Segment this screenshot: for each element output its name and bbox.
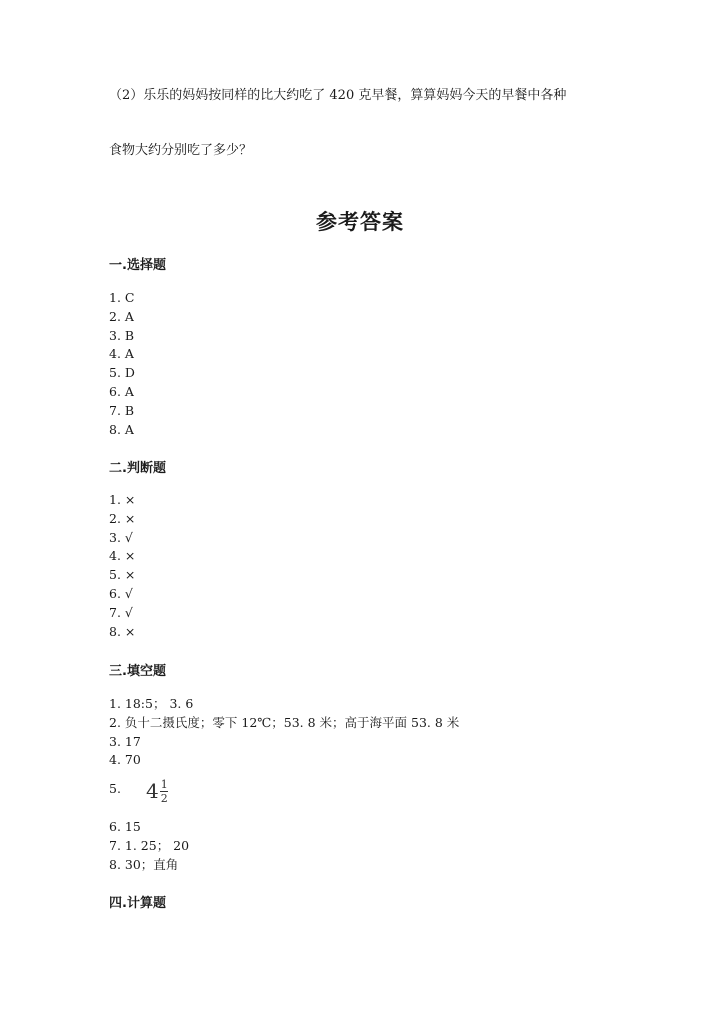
list-item: 7. 1. 25； 20 [109,837,190,853]
list-item: 7. √ [109,604,133,620]
question-line-1: （2）乐乐的妈妈按同样的比大约吃了 420 克早餐，算算妈妈今天的早餐中各种 [109,88,567,103]
list-item: 4. × [109,548,136,564]
mixed-fraction [146,778,169,804]
fill-item-5 [109,777,168,811]
list-item: 5. × [109,567,136,583]
item-number: 5. [109,781,121,796]
list-item: 4. A [109,346,134,362]
list-item: 1. 18:5； 3. 6 [109,696,194,711]
choice-answer-list [109,289,135,439]
fraction [160,779,169,804]
list-item: 6. √ [109,585,133,601]
list-item: 3. B [109,327,135,343]
judge-answer-list [109,491,135,641]
list-item: 4. 70 [109,752,141,768]
answer-title: 参考答案 [316,209,404,234]
question-line-2: 食物大约分别吃了多少？ [109,143,253,158]
section-heading-fill: 三.填空题 [109,664,166,679]
list-item: 1. × [109,492,136,507]
list-item: 2. A [109,308,134,324]
list-item: 3. √ [109,529,133,545]
list-item: 7. B [109,402,135,418]
list-item: 1. C [109,290,135,305]
fraction-numerator: 1 [160,777,168,791]
fraction-whole: 4 [146,779,159,803]
list-item: 6. 15 [109,819,141,834]
section-heading-judge: 二.判断题 [109,461,166,476]
section-heading-choice: 一.选择题 [109,258,166,273]
list-item: 2. 负十二摄氏度；零下 12℃；53. 8 米；高于海平面 53. 8 米 [109,714,460,730]
list-item: 5. D [109,365,135,381]
list-item: 2. × [109,510,136,526]
fill-answer-list [109,695,459,770]
fraction-denominator: 2 [160,791,168,805]
list-item: 8. 30；直角 [109,856,179,872]
list-item: 3. 17 [109,733,141,749]
section-heading-calc: 四.计算题 [109,896,166,911]
fill-answer-list-continued [109,818,189,874]
list-item: 6. A [109,383,134,399]
list-item: 8. × [109,623,136,639]
list-item: 8. A [109,421,134,437]
